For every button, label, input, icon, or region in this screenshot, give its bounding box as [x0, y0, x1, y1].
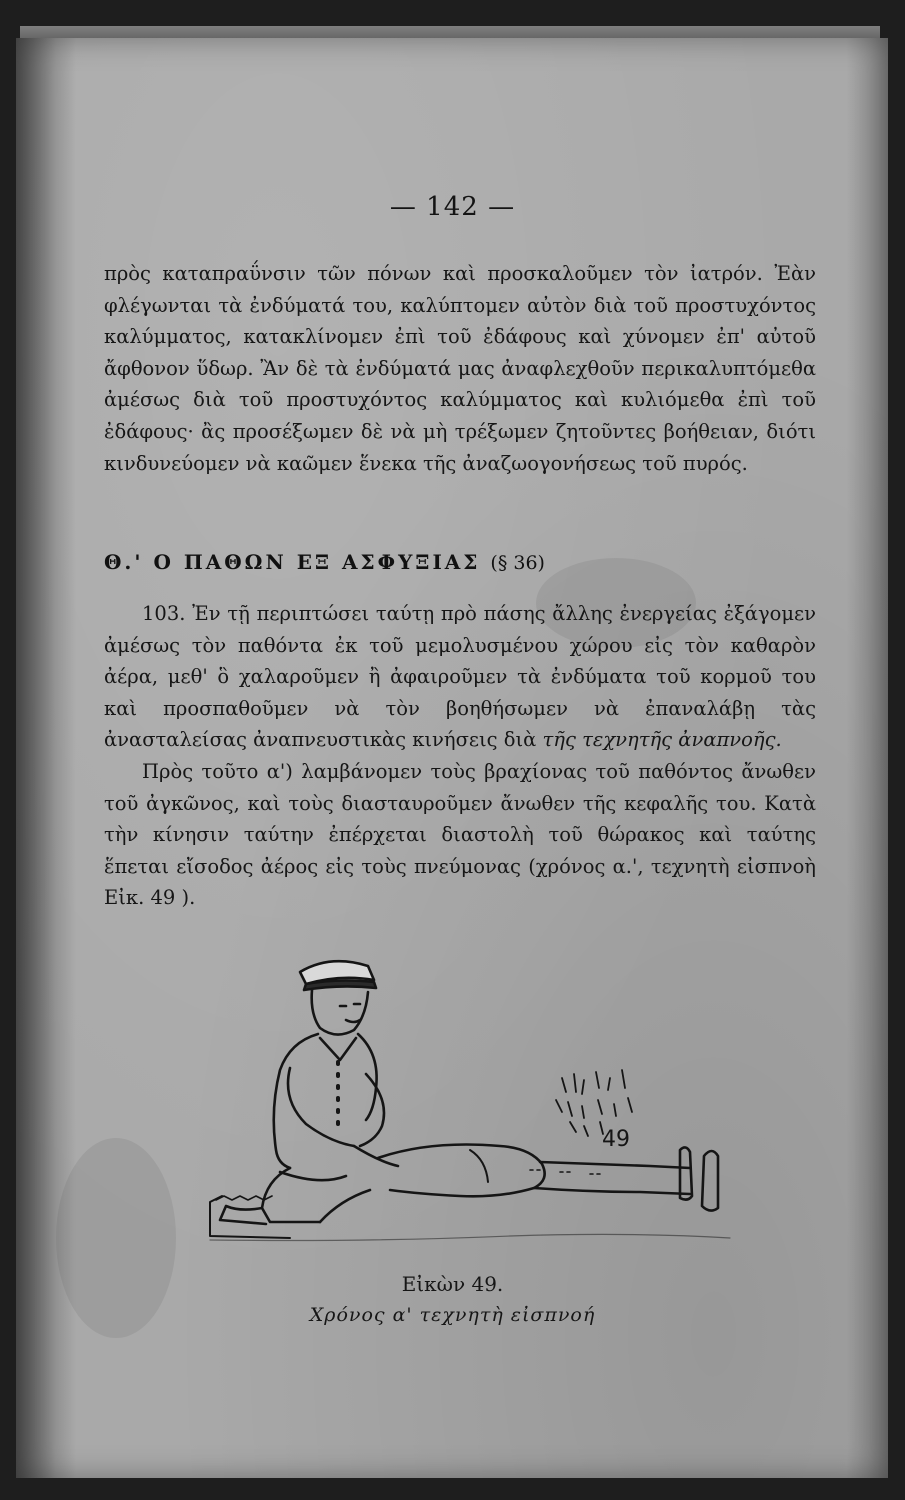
figure-inline-label: 49 — [602, 1127, 630, 1152]
illustration-artificial-respiration — [170, 950, 750, 1270]
patient-figure — [378, 1145, 718, 1211]
paragraph-procedure: Πρὸς τοῦτο α') λαμβάνομεν τοὺς βραχίονας τοῦ παθόντος ἄνωθεν τοῦ ἀγκῶνος, καὶ τοὺς διασταυροῦμεν ἄνωθεν τῆς κεφαλῆς του. Κατὰ τὴν κίνησιν ταύτην ἐπέρχεται διαστολὴ τοῦ θώρακος καὶ ταύτης ἕπεται εἴσοδος ἀέρος εἰς τοὺς πνεύμονας (χρόνος α.', τεχνητὴ εἰσπνοὴ Εἰκ. 49 ). — [104, 759, 816, 910]
rescuer-figure — [210, 961, 398, 1238]
paragraph-top — [104, 258, 816, 479]
figure-caption-text: Χρόνος α' τεχνητὴ εἰσπνοή — [309, 1304, 596, 1326]
page-number: — 142 — — [389, 192, 516, 222]
figure-caption-label: Εἰκὼν 49. — [401, 1272, 504, 1296]
section-heading — [104, 546, 816, 579]
section-reference: (§ 36) — [490, 552, 545, 574]
section-body — [104, 598, 816, 914]
section-title: Θ.' Ο ΠΑΘΩΝ ΕΞ ΑΣΦΥΞΙΑΣ — [104, 550, 481, 574]
paragraph-103 — [104, 598, 816, 756]
paragraph-text: πρὸς καταπραΰνσιν τῶν πόνων καὶ προσκαλοῦμεν τὸν ἰατρόν. Ἐὰν φλέγωνται τὰ ἐνδύματά του, καλύπτομεν αὐτὸν διὰ τοῦ προστυχόντος καλύμματος, κατακλίνομεν ἐπὶ τοῦ ἐδάφους καὶ χύνομεν ἐπ' αὐτοῦ ἄφθονον ὕδωρ. Ἂν δὲ τὰ ἐνδύματά μας ἀναφλεχθοῦν περικαλυπτόμεθα ἀμέσως διὰ τοῦ προστυχόντος καλύμματος καὶ κυλιόμεθα ἐπὶ τοῦ ἐδάφους· ἂς προσέξωμεν δὲ νὰ μὴ τρέξωμεν ζητοῦντες βοήθειαν, διότι κινδυνεύομεν νὰ καῶμεν ἕνεκα τῆς ἀναζωογονήσεως τοῦ πυρός. — [104, 262, 816, 475]
paragraph-103-text: 103. Ἐν τῇ περιπτώσει ταύτῃ πρὸ πάσης ἄλλης ἐνεργείας ἐξάγομεν ἀμέσως τὸν παθόντα ἐκ τοῦ μεμολυσμένου χώρου εἰς τὸν καθαρὸν ἀέρα, μεθ' ὃ χαλαροῦμεν ἢ ἀφαιροῦμεν τὰ ἐνδύματα τοῦ κορμοῦ του καὶ προσπαθοῦμεν νὰ τὸν βοηθήσωμεν νὰ ἐπαναλάβῃ τὰς ἀνασταλείσας ἀναπνευστικὰς κινήσεις διὰ — [104, 602, 816, 752]
paragraph-103-italic: τῆς τεχνητῆς ἀναπνοῆς. — [542, 728, 782, 752]
